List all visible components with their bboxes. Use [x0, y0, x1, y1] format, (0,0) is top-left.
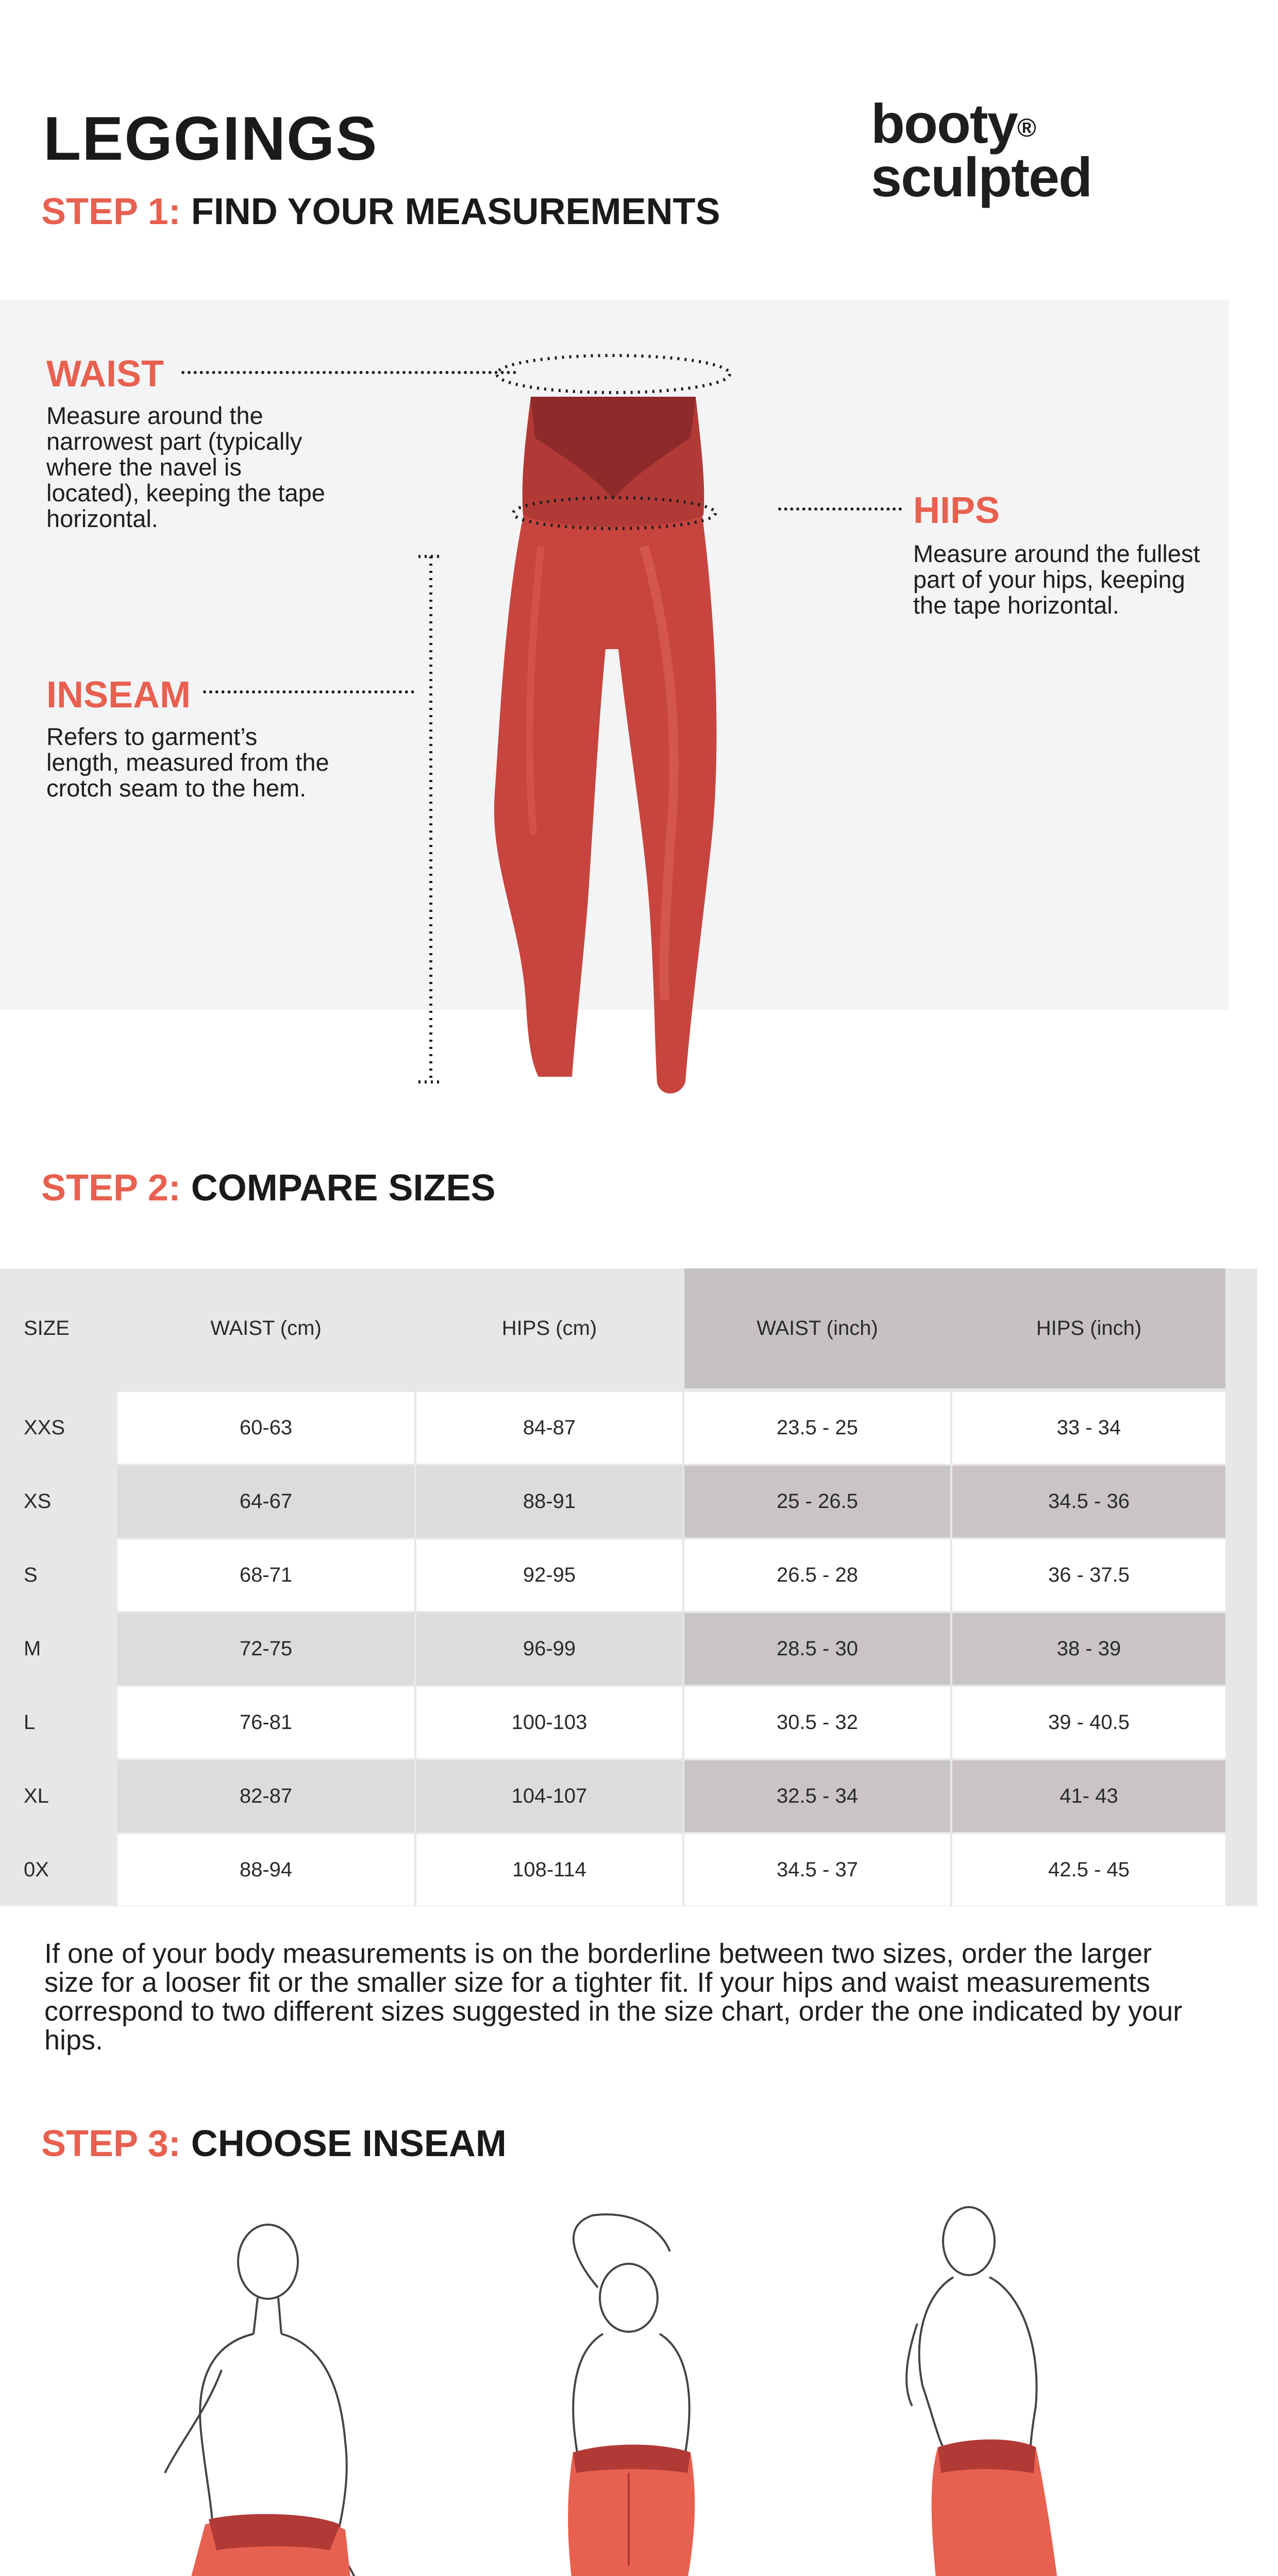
compare-cell: 88-94: [117, 1834, 414, 1906]
compare-cell: 28.5 - 30: [684, 1613, 950, 1685]
inseam-text: Refers to garment’s length, measured from the crotch seam to the hem.: [46, 723, 329, 802]
figure-short: [119, 2215, 407, 2576]
compare-cell: S: [24, 1564, 38, 1586]
compare-cell: XS: [24, 1490, 52, 1513]
compare-header-cell: HIPS (cm): [501, 1317, 597, 1340]
compare-cell: 41- 43: [952, 1760, 1225, 1832]
compare-cell: 96-99: [416, 1613, 682, 1685]
inseam-title: INSEAM: [46, 674, 191, 716]
compare-cell: 38 - 39: [952, 1613, 1225, 1685]
step2-title: COMPARE SIZES: [191, 1167, 496, 1209]
compare-cell: XXS: [24, 1416, 65, 1439]
compare-cell: 0X: [24, 1858, 49, 1881]
compare-header-cell: WAIST (inch): [756, 1317, 878, 1340]
leggings-illustration: [402, 330, 804, 1175]
step3-number: STEP 3:: [41, 2123, 181, 2164]
compare-cell: 104-107: [416, 1760, 682, 1832]
compare-header-cell: SIZE: [24, 1317, 70, 1340]
compare-cell: 32.5 - 34: [684, 1760, 950, 1832]
step3-heading: [41, 2123, 507, 2165]
compare-cell: 26.5 - 28: [684, 1539, 950, 1611]
compare-cell: 23.5 - 25: [684, 1392, 950, 1464]
hips-text: Measure around the fullest part of your hips, keeping the tape horizontal.: [913, 540, 1200, 619]
logo-registered: ®: [1017, 113, 1035, 142]
compare-header-cell: HIPS (inch): [1036, 1317, 1142, 1340]
step1-title: FIND YOUR MEASUREMENTS: [191, 191, 720, 232]
compare-cell: 34.5 - 36: [952, 1466, 1225, 1537]
compare-cell: 39 - 40.5: [952, 1687, 1225, 1758]
step1-number: STEP 1:: [41, 191, 181, 232]
compare-cell: 88-91: [416, 1466, 682, 1537]
compare-cell: 64-67: [117, 1466, 414, 1537]
figure-capri: [515, 2195, 742, 2576]
compare-header-cell: WAIST (cm): [210, 1317, 322, 1340]
compare-cell: 25 - 26.5: [684, 1466, 950, 1537]
logo-line1: booty: [871, 92, 1017, 155]
waist-title: WAIST: [46, 353, 164, 395]
compare-cell: 82-87: [117, 1760, 414, 1832]
compare-cell: 84-87: [416, 1392, 682, 1464]
step1-heading: [41, 191, 720, 233]
compare-cell: XL: [24, 1785, 49, 1807]
waist-text: Measure around the narrowest part (typically where the navel is located), keeping the tape horizontal.: [46, 402, 325, 532]
step2-heading: [41, 1167, 496, 1209]
compare-cell: L: [24, 1711, 36, 1734]
compare-cell: 36 - 37.5: [952, 1539, 1225, 1611]
compare-cell: M: [24, 1637, 41, 1660]
compare-cell: 33 - 34: [952, 1392, 1225, 1464]
compare-cell: 30.5 - 32: [684, 1687, 950, 1758]
brand-logo: [871, 92, 1092, 208]
compare-cell: 60-63: [117, 1392, 414, 1464]
figure-long: [866, 2190, 1123, 2576]
compare-cell: 76-81: [117, 1687, 414, 1758]
step3-title: CHOOSE INSEAM: [191, 2123, 507, 2164]
compare-cell: 100-103: [416, 1687, 682, 1758]
compare-cell: 108-114: [416, 1834, 682, 1906]
compare-cell: 72-75: [117, 1613, 414, 1685]
compare-cell: 34.5 - 37: [684, 1834, 950, 1906]
compare-cell: 68-71: [117, 1539, 414, 1611]
hips-title: HIPS: [913, 490, 1000, 531]
page-title: LEGGINGS: [43, 104, 378, 173]
step2-number: STEP 2:: [41, 1167, 181, 1209]
sizing-note: If one of your body measurements is on the borderline between two sizes, order the larger size for a looser fit or the smaller size for a tighter fit. If your hips and waist measurements correspond to two different sizes suggested in the size chart, order the one indicated by your hips.: [44, 1938, 1183, 2056]
compare-cell: 42.5 - 45: [952, 1834, 1225, 1906]
inseam-pointer: [203, 690, 414, 693]
logo-line2: sculpted: [871, 146, 1092, 208]
compare-cell: 92-95: [416, 1539, 682, 1611]
